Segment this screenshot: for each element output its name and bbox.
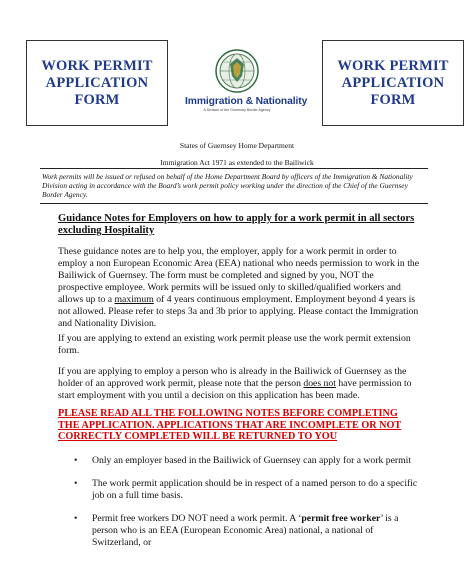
title-box-right — [322, 40, 464, 126]
does-not-underlined: does not — [303, 378, 336, 389]
paragraph-intro-text-a: These guidance notes are to help you, the employer, apply for a work permit in order to employ a non European Economic Area (EEA) national who needs permission to work in the Bailiwick of Guernsey. The form must be completed and signed by you, NOT the prospective employee. Work permits will be issued only to skilled/qualified workers and allows up to a — [58, 246, 420, 305]
paragraph-existing-text-b: have permission to start employment with you until a decision on this application has been made. — [58, 378, 412, 401]
bullet-text: Only an employer based in the Bailiwick of Guernsey can apply for a work permit — [92, 455, 412, 466]
paragraph-existing-holder — [58, 366, 420, 402]
logo-organisation-name: Immigration & Nationality — [185, 96, 308, 107]
agency-logo — [185, 48, 308, 126]
bullet-icon: • — [74, 478, 78, 489]
bullet-text: The work permit application should be in respect of a named person to do a specific job on a full time basis. — [92, 478, 418, 501]
list-item — [58, 513, 420, 549]
warning-notice: PLEASE READ ALL THE FOLLOWING NOTES BEFORE COMPLETING THE APPLICATION. APPLICATIONS THAT ARE INCOMPLETE OR NOT CORRECTLY COMPLETED WILL BE RETURNED TO YOU — [58, 408, 402, 442]
bullet-icon: • — [74, 513, 78, 524]
list-item — [58, 455, 420, 467]
guidance-heading: Guidance Notes for Employers on how to apply for a work permit in all sectors excluding Hospitality — [58, 213, 415, 236]
form-title-left: WORK PERMIT APPLICATION FORM — [41, 57, 153, 108]
permit-free-worker-bold: permit free worker — [301, 513, 381, 524]
bullet-text-b: ’ is a person who is an EEA (European Economic Area) national, a national of Switzerland, or — [92, 513, 399, 548]
maximum-underlined: maximum — [114, 294, 154, 305]
globe-emblem-icon — [211, 48, 263, 94]
italic-notice: Work permits will be issued or refused on behalf of the Home Department Board by officers of the Immigration & Nationality Division acting in accordance with the Board’s work permit policy working under the direction of the Chief of the Guernsey Border Agency. — [40, 168, 428, 204]
list-item — [58, 478, 420, 502]
paragraph-extension: If you are applying to extend an existing work permit please use the work permit extension form. — [58, 333, 411, 356]
bullet-text-a: Permit free workers DO NOT need a work permit. A ‘ — [92, 513, 302, 524]
logo-subtitle: A Division of the Guernsey Border Agency — [203, 108, 271, 112]
act-line: Immigration Act 1971 as extended to the Bailiwick — [160, 158, 314, 167]
form-title-right: WORK PERMIT APPLICATION FORM — [337, 57, 449, 108]
bullet-icon: • — [74, 455, 78, 466]
paragraph-intro-text-b: of 4 years continuous employment. Employment beyond 4 years is not allowed. Please refer to steps 3a and 3b prior to applying. Please contact the Immigration and Nationality Division. — [58, 294, 419, 329]
notes-list — [58, 455, 420, 560]
title-box-left — [26, 40, 168, 126]
paragraph-intro — [58, 246, 420, 330]
department-line: States of Guernsey Home Department — [179, 141, 295, 150]
paragraph-existing-text-a: If you are applying to employ a person who is already in the Bailiwick of Guernsey as the holder of an approved work permit, please note that the person — [58, 366, 407, 389]
